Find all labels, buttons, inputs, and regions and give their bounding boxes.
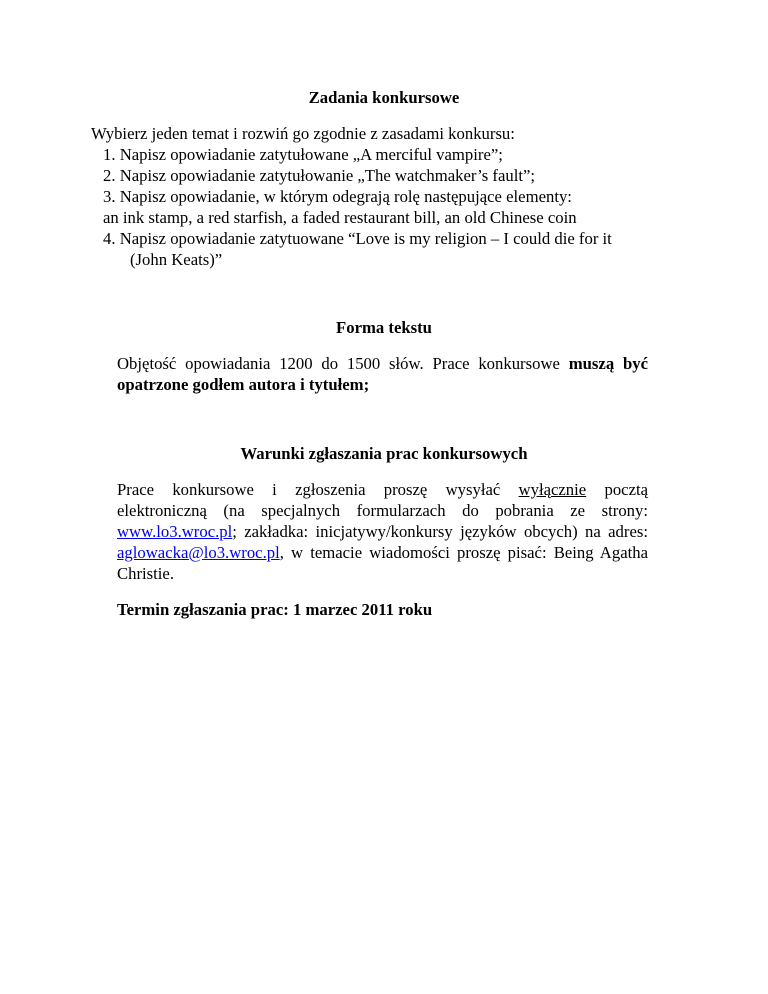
- forma-line-1: [117, 354, 648, 374]
- website-link[interactable]: www.lo3.wroc.pl: [117, 522, 233, 541]
- warunki-line-3: [117, 522, 648, 542]
- list-item-4: 4. Napisz opowiadanie zatytuowane “Love is my religion – I could die for it: [103, 229, 612, 248]
- forma-line-2-bold: opatrzone godłem autora i tytułem;: [117, 375, 370, 394]
- warunki-line-4: [117, 543, 648, 563]
- heading-warunki: Warunki zgłaszania prac konkursowych: [240, 444, 528, 463]
- forma-line-1-text: Objętość opowiadania 1200 do 1500 słów. Prace konkursowe: [117, 354, 560, 373]
- forma-line-1-bold: muszą być: [568, 354, 648, 373]
- warunki-line-4-rest: , w temacie wiadomości proszę pisać: Being Agatha: [279, 543, 648, 562]
- heading-forma-tekstu: Forma tekstu: [336, 318, 432, 337]
- forma-line-2: [117, 375, 369, 395]
- list-item-2: 2. Napisz opowiadanie zatytułowanie „The watchmaker’s fault”;: [103, 166, 536, 185]
- warunki-line-5: Christie.: [117, 564, 175, 583]
- list-item-4-continuation: (John Keats)”: [130, 250, 223, 269]
- list-item-1: 1. Napisz opowiadanie zatytułowane „A merciful vampire”;: [103, 145, 503, 164]
- intro-line: Wybierz jeden temat i rozwiń go zgodnie z zasadami konkursu:: [91, 124, 515, 143]
- deadline-text: Termin zgłaszania prac: 1 marzec 2011 roku: [117, 600, 433, 619]
- warunki-line-1-a: Prace konkursowe i zgłoszenia proszę wysyłać: [117, 480, 501, 499]
- warunki-line-1-underlined: wyłącznie: [518, 480, 587, 499]
- heading-zadania: Zadania konkursowe: [308, 88, 460, 107]
- email-link[interactable]: aglowacka@lo3.wroc.pl: [117, 543, 280, 562]
- list-item-3: 3. Napisz opowiadanie, w którym odegrają rolę następujące elementy:: [103, 187, 572, 206]
- warunki-line-3-rest: ; zakładka: inicjatywy/konkursy języków obcych) na adres:: [232, 522, 648, 541]
- list-item-3-continuation: an ink stamp, a red starfish, a faded restaurant bill, an old Chinese coin: [103, 208, 577, 227]
- warunki-line-1-b: pocztą: [604, 480, 649, 499]
- deadline-line: [117, 600, 432, 620]
- warunki-line-2: elektroniczną (na specjalnych formularzach do pobrania ze strony:: [117, 501, 648, 520]
- warunki-line-1: [117, 480, 648, 500]
